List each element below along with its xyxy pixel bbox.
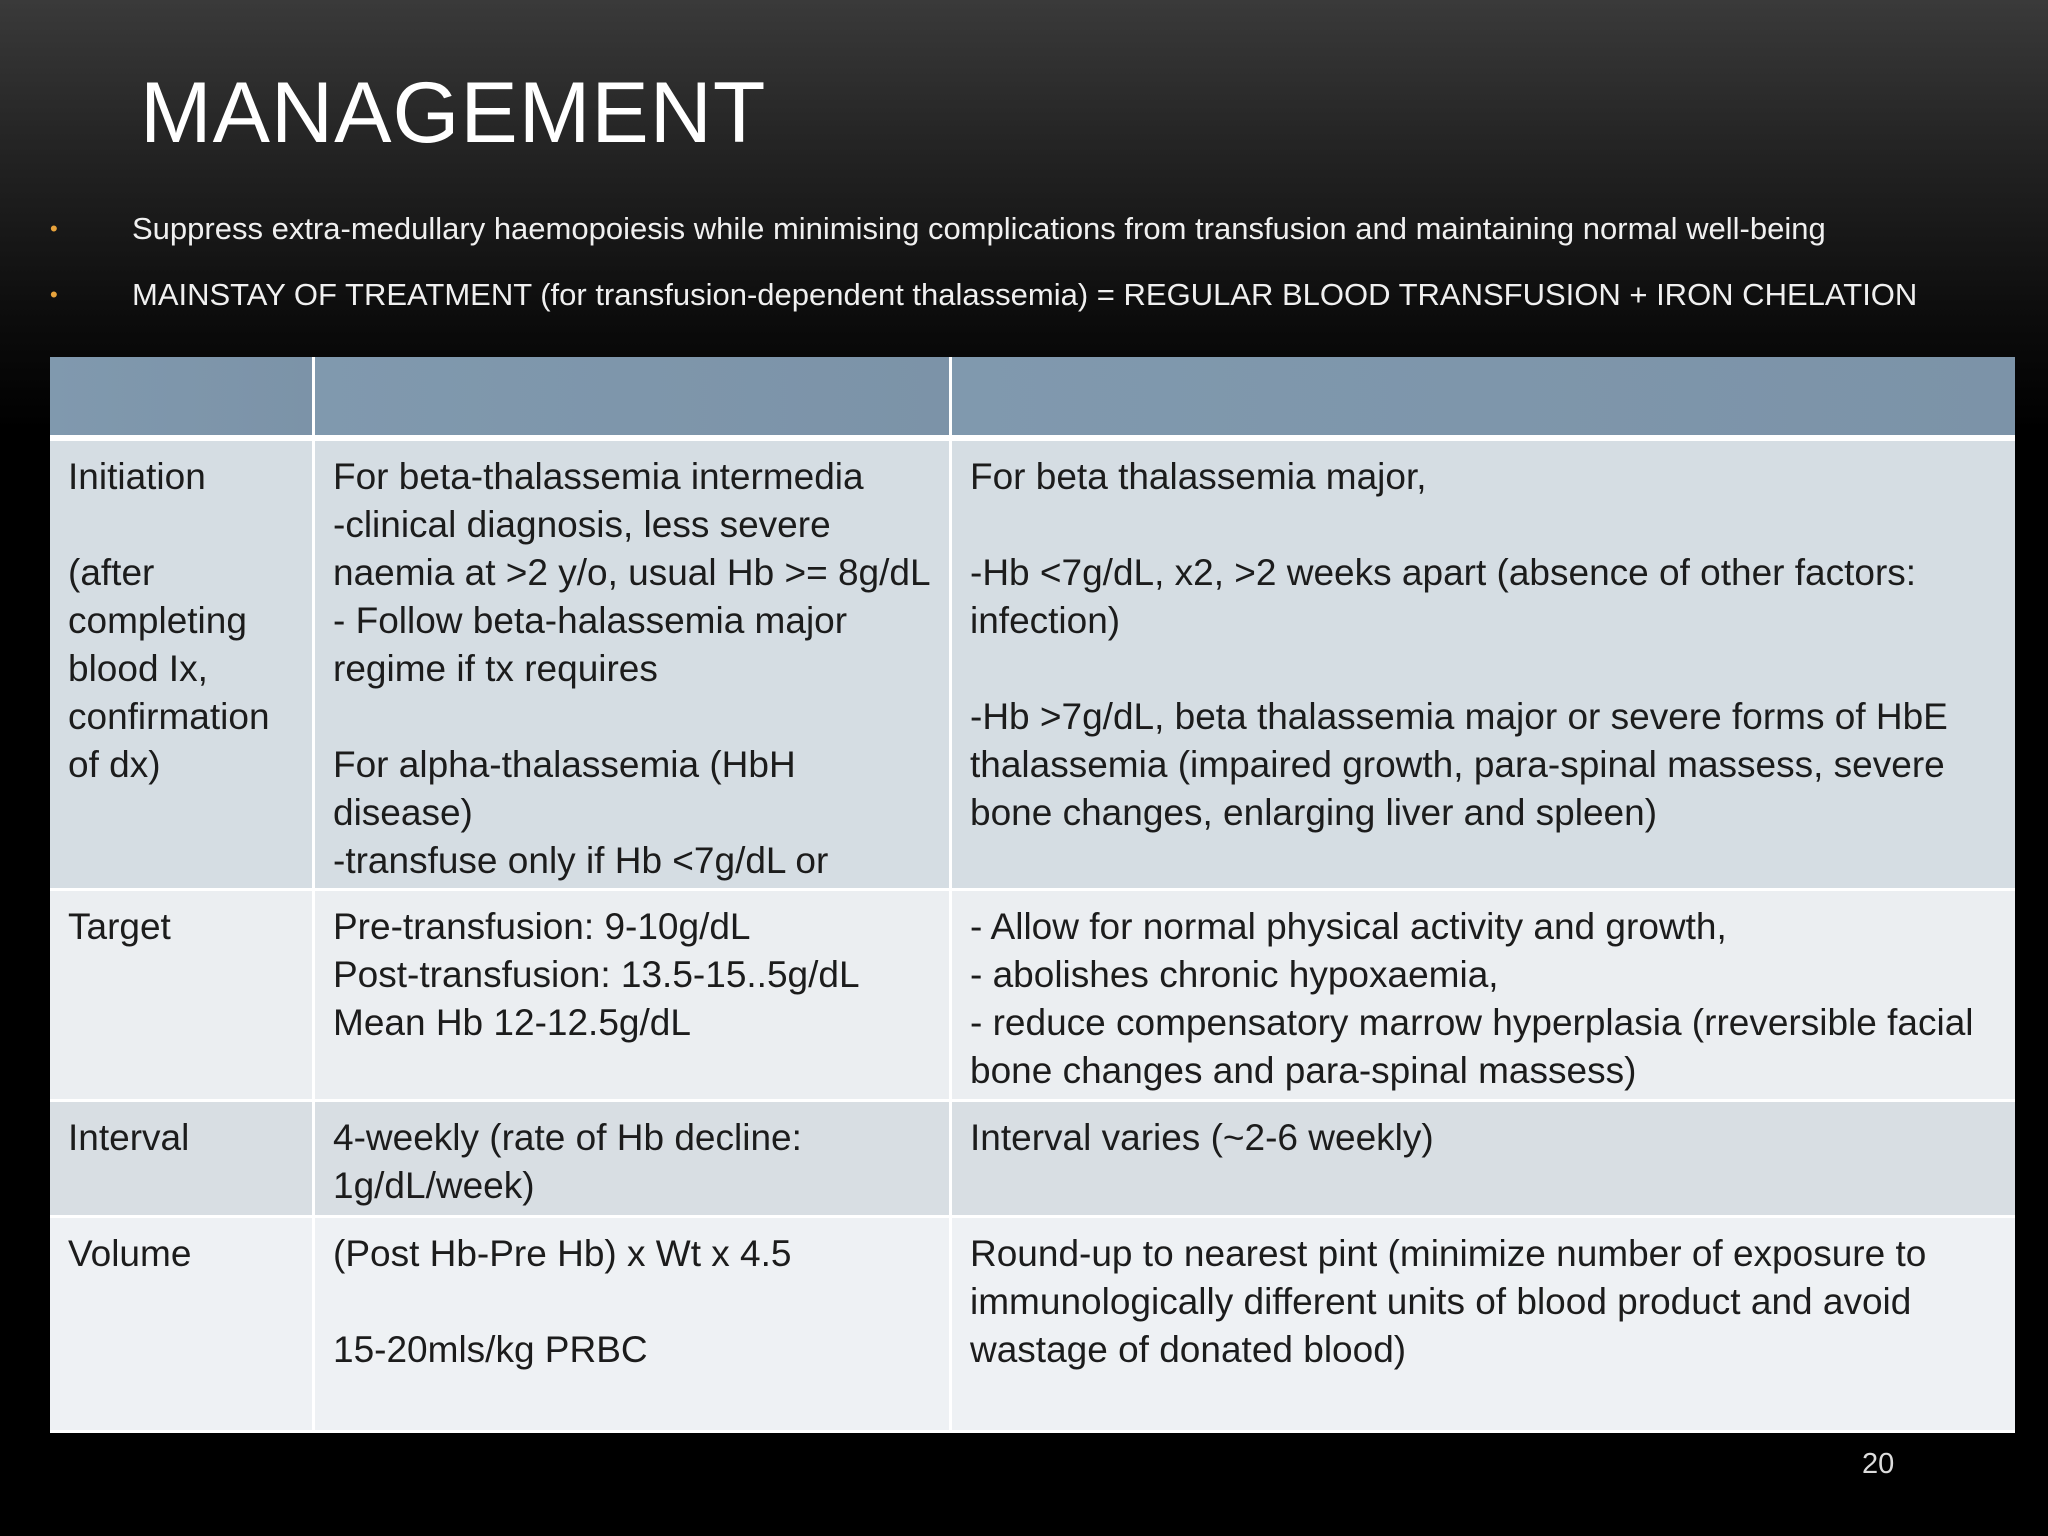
row-label-volume: Volume — [50, 1218, 315, 1433]
table-header-cell — [50, 357, 315, 441]
bullet-item — [50, 262, 1917, 328]
page-number: 20 — [1862, 1448, 1895, 1480]
table-cell: Pre-transfusion: 9-10g/dL Post-transfusion: 13.5-15..5g/dL Mean Hb 12-12.5g/dL — [315, 891, 952, 1102]
row-label-interval: Interval — [50, 1102, 315, 1218]
table-cell: For beta-thalassemia intermedia -clinical diagnosis, less severe naemia at >2 y/o, usual Hb >= 8g/dL - Follow beta-halassemia major regime if tx requires For alpha-thalassemia (HbH disease) -transfuse only if Hb <7g/dL or — [315, 441, 952, 891]
table-cell: For beta thalassemia major, -Hb <7g/dL, x2, >2 weeks apart (absence of other factors: infection) -Hb >7g/dL, beta thalassemia major or severe forms of HbE thalassemia (impaired growth, para-spinal massess, severe bone changes, enlarging liver and spleen) — [952, 441, 2015, 891]
bullet-dot-icon: • — [50, 282, 58, 307]
table-cell: Interval varies (~2-6 weekly) — [952, 1102, 2015, 1218]
row-label-initiation: Initiation (after completing blood Ix, confirmation of dx) — [50, 441, 315, 891]
table-cell: 4-weekly (rate of Hb decline: 1g/dL/week) — [315, 1102, 952, 1218]
table-header-cell — [315, 357, 952, 441]
transfusion-table — [50, 357, 2015, 1433]
bullet-text: MAINSTAY OF TREATMENT (for transfusion-dependent thalassemia) = REGULAR BLOOD TRANSFUSION + IRON CHELATION — [132, 277, 1918, 312]
table-cell: Round-up to nearest pint (minimize number of exposure to immunologically different units of blood product and avoid wastage of donated blood) — [952, 1218, 2015, 1433]
bullet-item — [50, 196, 1917, 262]
bullet-list — [50, 196, 1917, 328]
table-cell: (Post Hb-Pre Hb) x Wt x 4.5 15-20mls/kg PRBC — [315, 1218, 952, 1433]
row-label-target: Target — [50, 891, 315, 1102]
bullet-text: Suppress extra-medullary haemopoiesis while minimising complications from transfusion and maintaining normal well-being — [132, 211, 1826, 246]
table-header-cell — [952, 357, 2015, 441]
table-cell: - Allow for normal physical activity and growth, - abolishes chronic hypoxaemia, - reduce compensatory marrow hyperplasia (rreversible facial bone changes and para-spinal massess) — [952, 891, 2015, 1102]
bullet-dot-icon: • — [50, 216, 58, 241]
slide-title: MANAGEMENT — [140, 65, 767, 161]
